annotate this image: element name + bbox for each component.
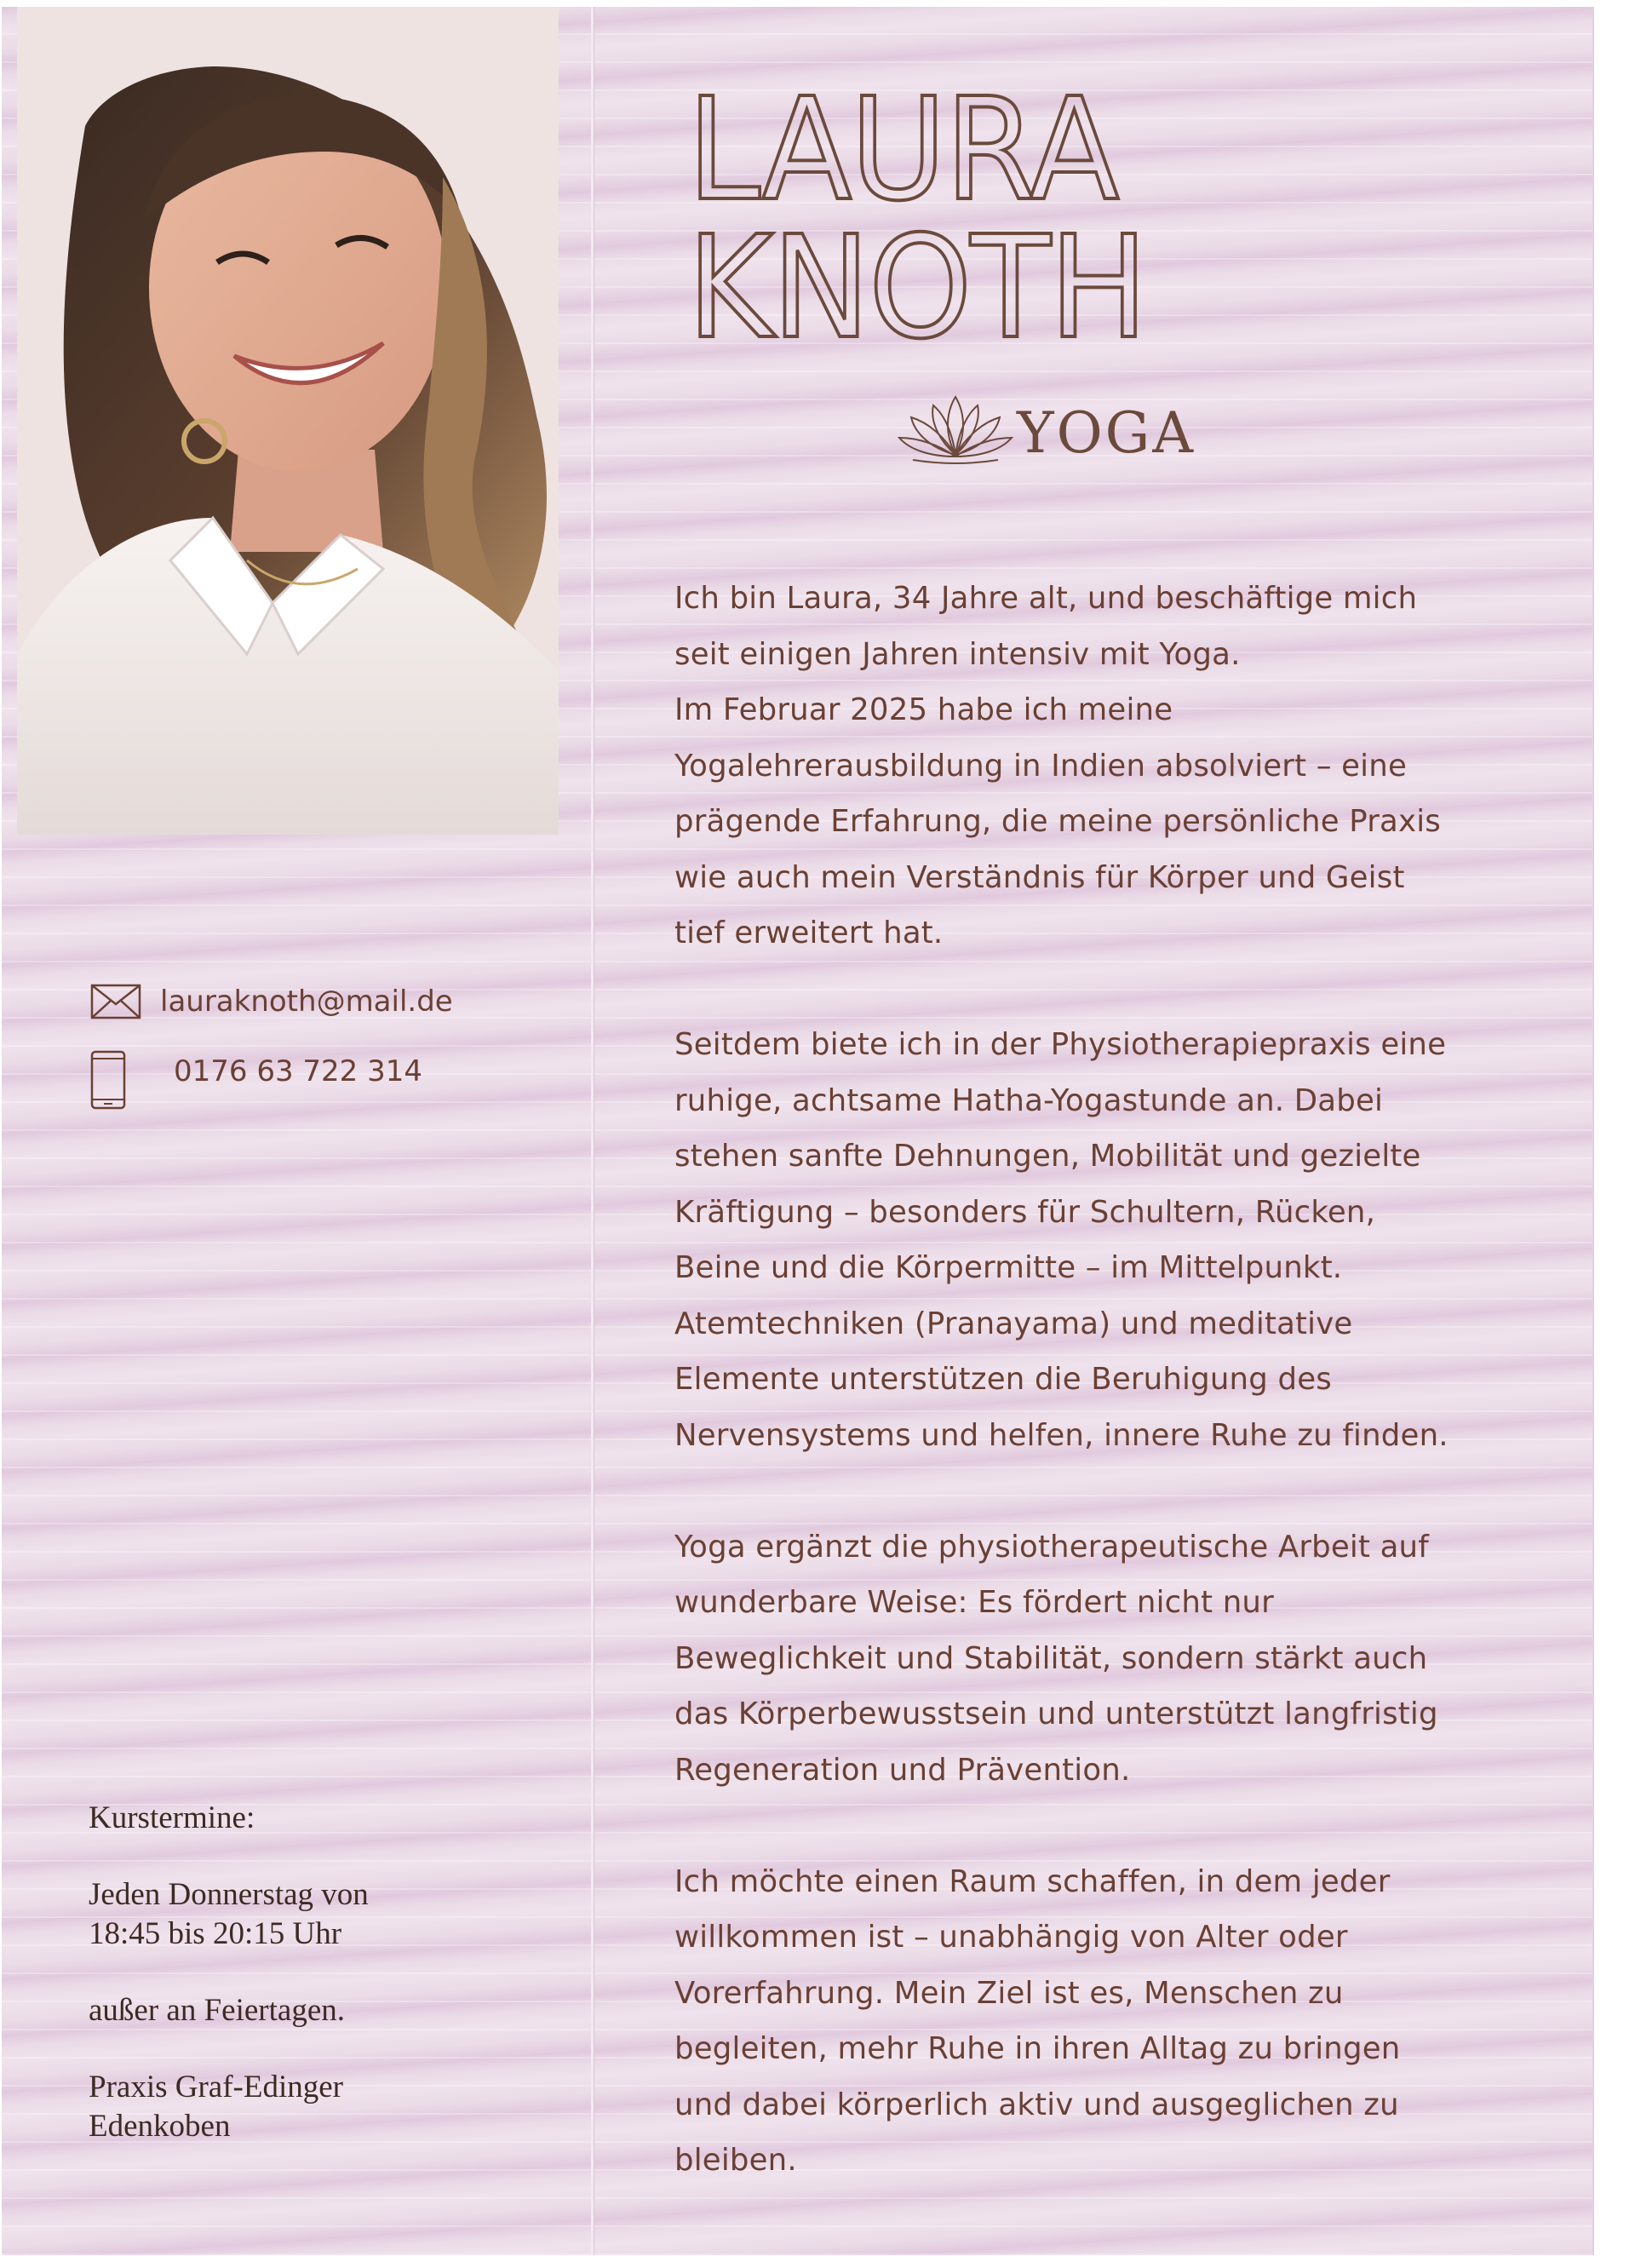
intro-line: Beweglichkeit und Stabilität, sondern stärkt auch bbox=[674, 1640, 1428, 1676]
course-exception: außer an Feiertagen. bbox=[89, 1993, 345, 2028]
course-location-line2: Edenkoben bbox=[89, 2109, 231, 2144]
intro-line: willkommen ist – unabhängig von Alter oder bbox=[674, 1920, 1348, 1955]
intro-text bbox=[674, 571, 1535, 2244]
email-address[interactable]: lauraknoth@mail.de bbox=[160, 985, 453, 1019]
envelope-icon bbox=[90, 984, 141, 1019]
portrait-illustration bbox=[17, 7, 559, 835]
intro-line: Ich möchte einen Raum schaffen, in dem jeder bbox=[674, 1863, 1391, 1899]
name-title bbox=[687, 68, 1334, 370]
name-title-line1: LAURA bbox=[687, 68, 1118, 233]
column-divider bbox=[591, 7, 594, 2255]
course-schedule bbox=[89, 1875, 531, 1954]
intro-line: Im Februar 2025 habe ich meine bbox=[674, 692, 1173, 727]
intro-line: und dabei körperlich aktiv und ausgeglichen zu bbox=[674, 2087, 1399, 2122]
intro-line: begleiten, mehr Ruhe in ihren Alltag zu bringen bbox=[674, 2031, 1401, 2066]
intro-line: Yogalehrerausbildung in Indien absolviert – eine bbox=[674, 748, 1407, 784]
intro-line: Regeneration und Prävention. bbox=[674, 1752, 1131, 1788]
lotus-icon bbox=[896, 388, 1015, 467]
intro-paragraph bbox=[674, 571, 1535, 962]
course-schedule-line2: 18:45 bis 20:15 Uhr bbox=[89, 1916, 342, 1951]
intro-line: bleiben. bbox=[674, 2143, 797, 2178]
course-heading: Kurstermine: bbox=[89, 1800, 255, 1835]
intro-line: Atemtechniken (Pranayama) und meditative bbox=[674, 1306, 1353, 1341]
course-location bbox=[89, 2068, 531, 2146]
phone-number[interactable]: 0176 63 722 314 bbox=[174, 1054, 423, 1088]
course-location-line1: Praxis Graf-Edinger bbox=[89, 2070, 343, 2104]
phone-contact bbox=[90, 1050, 422, 1110]
intro-line: Nervensystems und helfen, innere Ruhe zu finden. bbox=[674, 1417, 1449, 1453]
brand-word: YOGA bbox=[1017, 400, 1196, 466]
intro-line: Vorerfahrung. Mein Ziel ist es, Menschen zu bbox=[674, 1975, 1344, 2011]
intro-line: Seitdem biete ich in der Physiotherapiepraxis eine bbox=[674, 1027, 1447, 1062]
intro-paragraph bbox=[674, 1854, 1535, 2189]
intro-line: ruhige, achtsame Hatha-Yogastunde an. Dabei bbox=[674, 1082, 1384, 1118]
intro-line: Elemente unterstützen die Beruhigung des bbox=[674, 1362, 1332, 1397]
intro-line: Yoga ergänzt die physiotherapeutische Arbeit auf bbox=[674, 1529, 1429, 1565]
intro-line: prägende Erfahrung, die meine persönliche Praxis bbox=[674, 804, 1441, 839]
intro-line: Kräftigung – besonders für Schultern, Rücken, bbox=[674, 1194, 1376, 1230]
intro-line: wunderbare Weise: Es fördert nicht nur bbox=[674, 1585, 1274, 1620]
course-info bbox=[89, 1799, 531, 2146]
intro-line: Ich bin Laura, 34 Jahre alt, und beschäftige mich bbox=[674, 581, 1418, 616]
intro-line: wie auch mein Verständnis für Körper und Geist bbox=[674, 859, 1405, 895]
intro-paragraph bbox=[674, 1519, 1535, 1799]
intro-line: das Körperbewusstsein und unterstützt langfristig bbox=[674, 1697, 1438, 1731]
name-title-line2: KNOTH bbox=[687, 206, 1147, 370]
intro-line: Beine und die Körpermitte – im Mittelpunkt. bbox=[674, 1250, 1343, 1285]
mobile-phone-icon bbox=[90, 1050, 126, 1110]
course-schedule-line1: Jeden Donnerstag von bbox=[89, 1877, 369, 1912]
email-contact bbox=[90, 984, 453, 1019]
flyer-page bbox=[2, 7, 1594, 2255]
intro-paragraph bbox=[674, 1017, 1535, 1463]
portrait-photo bbox=[17, 7, 559, 835]
intro-line: seit einigen Jahren intensiv mit Yoga. bbox=[674, 636, 1241, 672]
intro-line: stehen sanfte Dehnungen, Mobilität und gezielte bbox=[674, 1139, 1421, 1174]
intro-line: tief erweitert hat. bbox=[674, 916, 944, 950]
